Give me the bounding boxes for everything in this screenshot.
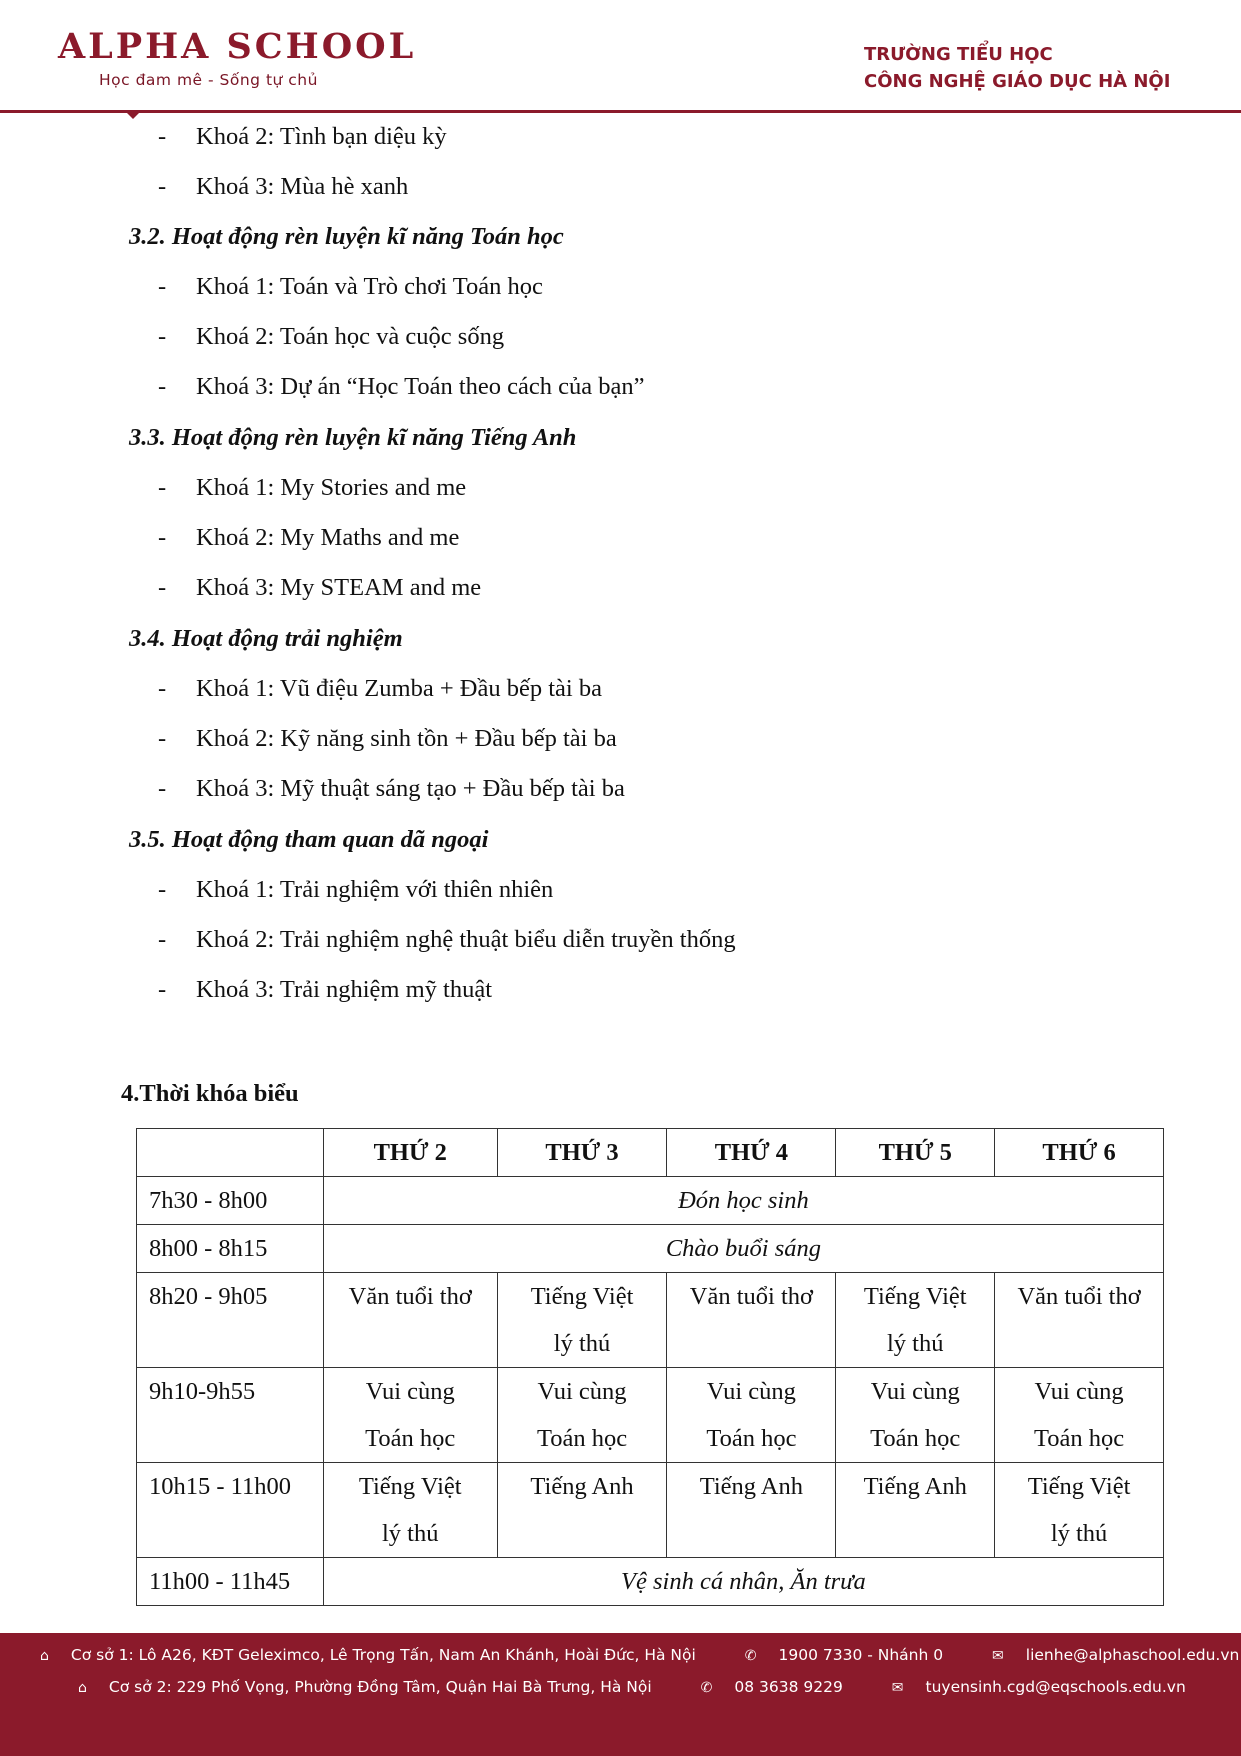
section-heading: 3.2. Hoạt động rèn luyện kĩ năng Toán học [129,223,564,250]
merged-activity-cell: Chào buổi sáng [323,1225,1163,1273]
school-name-line2: CÔNG NGHỆ GIÁO DỤC HÀ NỘI [864,71,1171,92]
footer-phone-2: 08 3638 9229 [734,1678,843,1696]
school-name [864,41,1170,95]
footer-row-2 [78,1678,1230,1696]
mail-icon: ✉ [891,1680,904,1696]
footer-email-1[interactable]: lienhe@alphaschool.edu.vn [1025,1646,1240,1664]
footer-email-2[interactable]: tuyensinh.cgd@eqschools.edu.vn [925,1678,1186,1696]
school-logo-tagline: Học đam mê - Sống tự chủ [99,71,318,89]
activity-cell: Vui cùng Toán học [497,1368,667,1463]
mail-icon: ✉ [992,1648,1004,1664]
page-footer [0,1633,1241,1756]
activity-cell: Tiếng Việt lý thú [323,1463,497,1558]
phone-icon: ✆ [744,1648,757,1664]
time-cell: 11h00 - 11h45 [137,1558,324,1606]
time-cell: 7h30 - 8h00 [137,1177,324,1225]
footer-phone-1: 1900 7330 - Nhánh 0 [778,1646,944,1664]
table-row [137,1177,1164,1225]
section-heading: 3.3. Hoạt động rèn luyện kĩ năng Tiếng Anh [129,424,577,451]
activity-cell: Văn tuổi thơ [667,1273,836,1368]
activity-cell: Tiếng Anh [667,1463,836,1558]
section-heading: 3.4. Hoạt động trải nghiệm [129,625,403,652]
table-header-day: THỨ 6 [995,1129,1164,1177]
table-row [137,1225,1164,1273]
timetable-title: 4.Thời khóa biểu [121,1080,299,1107]
section-heading: 3.5. Hoạt động tham quan dã ngoại [129,826,489,853]
time-cell: 8h20 - 9h05 [137,1273,324,1368]
time-cell: 8h00 - 8h15 [137,1225,324,1273]
footer-row-1 [40,1646,1241,1664]
activity-cell: Văn tuổi thơ [323,1273,497,1368]
school-name-line1: TRƯỜNG TIỂU HỌC [864,44,1053,65]
footer-address-2: Cơ sở 2: 229 Phố Vọng, Phường Đồng Tâm, Quận Hai Bà Trưng, Hà Nội [108,1678,652,1696]
time-cell: 10h15 - 11h00 [137,1463,324,1558]
table-header-day: THỨ 4 [667,1129,836,1177]
activity-cell: Tiếng Việt lý thú [995,1463,1164,1558]
activity-cell: Vui cùng Toán học [995,1368,1164,1463]
header-divider-notch [126,112,140,119]
table-header-day: THỨ 2 [323,1129,497,1177]
activity-cell: Tiếng Anh [836,1463,995,1558]
activity-cell: Tiếng Anh [497,1463,667,1558]
activity-cell: Vui cùng Toán học [836,1368,995,1463]
merged-activity-cell: Đón học sinh [323,1177,1163,1225]
school-logo-title: ALPHA SCHOOL [58,26,417,67]
table-header-empty [137,1129,324,1177]
table-row [137,1273,1164,1368]
table-header-day: THỨ 3 [497,1129,667,1177]
table-row [137,1558,1164,1606]
home-icon: ⌂ [40,1648,49,1664]
time-cell: 9h10-9h55 [137,1368,324,1463]
table-header-row [137,1129,1164,1177]
table-row [137,1463,1164,1558]
activity-cell: Tiếng Việt lý thú [497,1273,667,1368]
activity-cell: Vui cùng Toán học [323,1368,497,1463]
activity-cell: Vui cùng Toán học [667,1368,836,1463]
activity-cell: Văn tuổi thơ [995,1273,1164,1368]
page-header [0,0,1241,118]
table-header-day: THỨ 5 [836,1129,995,1177]
home-icon: ⌂ [78,1680,87,1696]
activity-cell: Tiếng Việt lý thú [836,1273,995,1368]
timetable [136,1128,1164,1606]
phone-icon: ✆ [700,1680,713,1696]
footer-address-1: Cơ sở 1: Lô A26, KĐT Geleximco, Lê Trọng Tấn, Nam An Khánh, Hoài Đức, Hà Nội [70,1646,696,1664]
header-divider [0,110,1241,113]
table-row [137,1368,1164,1463]
merged-activity-cell: Vệ sinh cá nhân, Ăn trưa [323,1558,1163,1606]
